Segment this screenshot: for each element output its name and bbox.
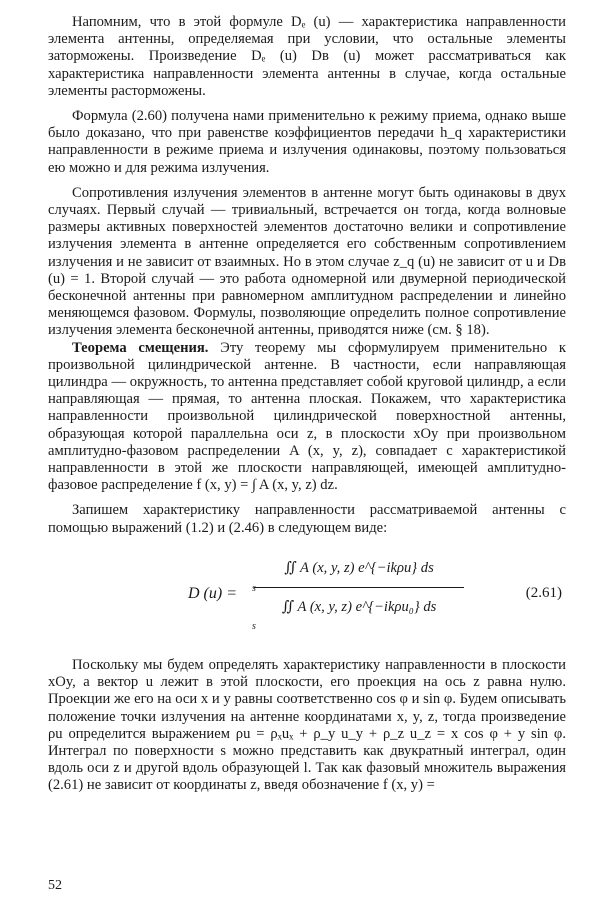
paragraph-3: Сопротивления излучения элементов в антенне могут быть одинаковы в двух случаях. Первый случай — тривиальный, встречается он тогда, когда волновые размеры активных поверхностей элементов достаточно велики и сопротивление излучения элемента в антенне определяется его собственным сопротивлением излучения и не зависит от взаимных. Но в этом случае z_q (u) не зависит от u и Dв (u) = 1. Второй случай — это работа одномерной или двумерной периодической бесконечной антенны при равномерном амплитудном распределении и линейно меняющемся фазовом. Формулы, позволяющие определить полное сопротивление излучения элемента бесконечной антенны, приводятся ниже (см. § 18). <box>48 184 566 339</box>
paragraph-after-formula: Поскольку мы будем определять характеристику направленности в плоскости xOy, а вектор u лежит в этой плоскости, его проекция на ось z равна нулю. Проекции же его на оси x и y равны соответственно cos φ и sin φ. Будем описывать положение точки излучения на антенне координатами x, y, z, тогда произведение ρu определится выражением ρu = ρₓuₓ + ρ_y u_y + ρ_z u_z = x cos φ + y sin φ. Интеграл по поверхности s можно представить как двукратный интеграл, один вдоль оси z и другой вдоль образующей l. Так как фазовый множитель выражения (2.61) не зависит от координаты z, введя обозначение f (x, y) = <box>48 656 566 794</box>
paragraph-intro-formula: Запишем характеристику направленности рассматриваемой антенны с помощью выражений (1.2) и (2.46) в следующем виде: <box>48 502 566 536</box>
theorem-text: Эту теорему мы сформулируем применительно к произвольной цилиндрической антенне. В частности, если направляющая цилиндра — окружность, то антенна представляет собой круговой цилиндр, а если направляющая — прямая, то антенна плоская. Покажем, что характеристика направленности произвольной цилиндрической поверхностной антенны, образующая которой параллельна оси z, в плоскости xOy при произвольном амплитудно-фазовом распределении A (x, y, z), совпадает с характеристикой направленности в этой же плоскости направляющей, имеющей амплитудно-фазовое распределение f (x, y) = ∫ A (x, y, z) dz. <box>48 339 567 494</box>
formula-numerator: ∬ A (x, y, z) e^{−ikρu} ds <box>284 559 434 576</box>
formula-denominator: ∬ A (x, y, z) e^{−ikρu₀} ds <box>281 598 437 615</box>
formula-fraction <box>252 553 464 632</box>
paragraph-theorem <box>48 340 566 495</box>
paragraph-1: Напомним, что в этой формуле Dₑ (u) — характеристика направленности элемента антенны, определяемая при условии, что остальные элементы заторможены. Произведение Dₑ (u) Dв (u) может рассматриваться как характеристика направленности элемента антенны в случае, когда остальные элементы расторможены. <box>48 14 566 99</box>
theorem-title: Теорема смещения. <box>72 339 209 356</box>
formula-label: (2.61) <box>525 584 562 601</box>
fraction-bar <box>254 587 464 588</box>
formula-den-subscript: s <box>252 620 256 632</box>
formula-2-61 <box>48 549 566 649</box>
page-body <box>48 14 566 795</box>
page-number: 52 <box>48 878 62 893</box>
formula-num-subscript: s <box>252 582 256 594</box>
formula-lhs: D (u) = <box>188 584 238 602</box>
paragraph-2: Формула (2.60) получена нами применительно к режиму приема, однако выше было доказано, что при равенстве коэффициентов передачи h_q характеристики направленности в режиме приема и излучения одинаковы, поэтому пользоваться ею можно и для режима излучения. <box>48 108 566 176</box>
